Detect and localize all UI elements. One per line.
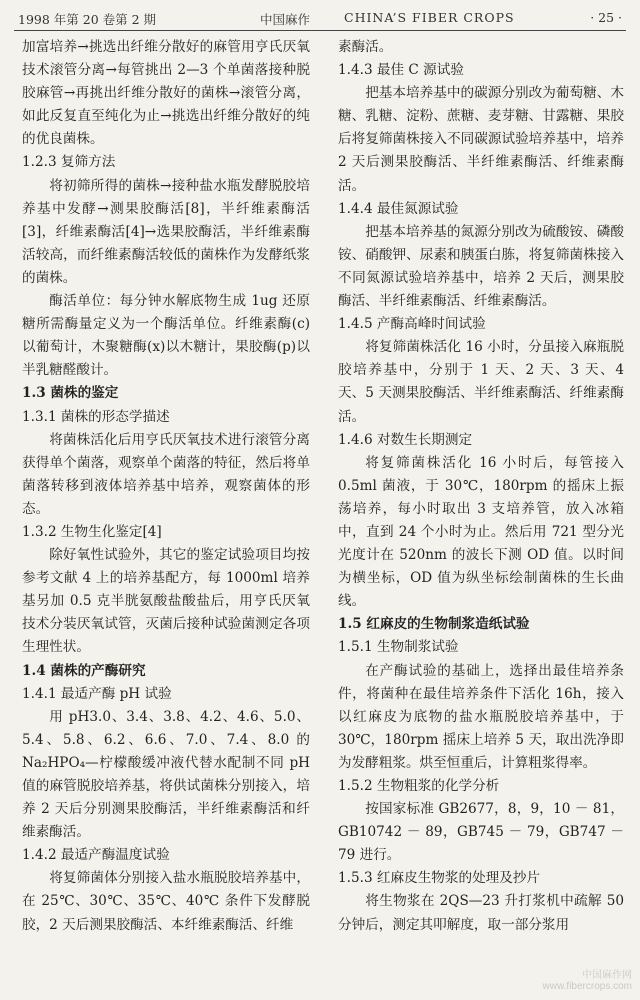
body-paragraph: 在产酶试验的基础上，选择出最佳培养条件，将菌种在最佳培养条件下活化 16h，接入以红麻皮为底物的盐水瓶脱胶培养基中，于 30℃，180rpm 摇床上培养 5 天，取出洗净即为发酵粗浆。烘至恒重后，计算粗浆得率。 xyxy=(338,662,624,771)
section-heading: 1.5.3 红麻皮生物浆的处理及抄片 xyxy=(338,870,541,887)
page-number: · 25 · xyxy=(590,10,622,25)
section-heading: 1.2.3 复筛方法 xyxy=(22,154,116,171)
watermark-line: www.fibercrops.com xyxy=(542,981,632,992)
body-paragraph: 加富培养→挑选出纤维分散好的麻管用亨氏厌氧技术滚管分离→每管挑出 2—3 个单菌落接种脱胶麻管→再挑出纤维分散好的菌株→滚管分离，如此反复直至纯化为止→挑选出纤维分散好的纯的优良菌株。 xyxy=(22,39,310,148)
section-heading: 1.3 菌株的鉴定 xyxy=(22,385,119,402)
section-heading: 1.4.6 对数生长期测定 xyxy=(338,431,473,448)
body-paragraph: 将初筛所得的菌株→接种盐水瓶发酵脱胶培养基中发酵→测果胶酶活[8]，半纤维素酶活[3]，纤维素酶活[4]→选果胶酶活，半纤维素酶活较高，而纤维素酶活较低的菌株作为发酵纸浆的菌株。 xyxy=(22,177,310,286)
section-heading: 1.4.3 最佳 C 源试验 xyxy=(338,62,464,79)
body-paragraph: 将复筛菌体分别接入盐水瓶脱胶培养基中，在 25℃、30℃、35℃、40℃ 条件下发酵脱胶，2 天后测果胶酶活、本纤维素酶活、纤维 xyxy=(22,870,310,933)
right-column xyxy=(338,36,624,994)
body-paragraph: 素酶活。 xyxy=(338,39,393,55)
section-heading: 1.3.2 生物生化鉴定[4] xyxy=(22,523,162,540)
body-paragraph: 将复筛菌株活化 16 小时后，每管接入 0.5ml 菌液，于 30℃，180rpm 的摇床上振荡培养，每小时取出 3 支培养管，放入冰箱中，直到 24 个小时为止。然后用 721 型分光光度计在 520nm 的波长下测 OD 值。以时间为横坐标，OD 值为纵坐标绘制菌株的生长曲线。 xyxy=(338,454,624,610)
body-paragraph: 按国家标准 GB2677，8，9，10 － 81，GB10742 － 89，GB745 － 79，GB747 － 79 进行。 xyxy=(338,801,624,864)
body-paragraph: 将生物浆在 2QS—23 升打浆机中疏解 50 分钟后，测定其叩解度，取一部分浆用 xyxy=(338,893,624,933)
page-header xyxy=(14,6,626,30)
issue-info: 1998 年第 20 卷第 2 期 xyxy=(18,12,157,27)
journal-title-en: CHINA’S FIBER CROPS xyxy=(344,10,515,25)
body-paragraph: 将菌株活化后用亨氏厌氧技术进行滚管分离获得单个菌落，观察单个菌落的特征，然后将单菌落转移到液体培养基中培养，观察菌体的形态。 xyxy=(22,431,310,517)
section-heading: 1.5 红麻皮的生物制浆造纸试验 xyxy=(338,616,530,633)
body-paragraph: 酶活单位：每分钟水解底物生成 1ug 还原糖所需酶量定义为一个酶活单位。纤维素酶(c)以葡萄计，木聚糖酶(x)以木糖计，果胶酶(p)以半乳糖醛酸计。 xyxy=(22,293,310,379)
section-heading: 1.5.1 生物制浆试验 xyxy=(338,639,459,656)
body-paragraph: 把基本培养基的氮源分别改为硫酸铵、磷酸铵、硝酸钾、尿素和胰蛋白胨，将复筛菌株接入不同氮源试验培养基中，培养 2 天后，测果胶酶活、半纤维素酶活、纤维素酶活。 xyxy=(338,223,624,310)
site-watermark xyxy=(500,970,632,994)
body-paragraph: 用 pH3.0、3.4、3.8、4.2、4.6、5.0、5.4、5.8、6.2、6.6、7.0、7.4、8.0 的 Na₂HPO₄—柠檬酸缓冲液代替水配制不同 pH 值的麻管脱胶培养基，将供试菌株分别接入，培养 2 天后分别测果胶酶活，半纤维素酶活和纤维素酶活。 xyxy=(22,708,310,841)
watermark-line: 中国麻作网 xyxy=(582,970,632,981)
journal-title-cn: 中国麻作 xyxy=(260,12,311,27)
header-rule xyxy=(14,30,626,31)
section-heading: 1.4.5 产酶高峰时间试验 xyxy=(338,316,486,333)
section-heading: 1.4.2 最适产酶温度试验 xyxy=(22,847,170,864)
left-column xyxy=(22,36,310,994)
section-heading: 1.4.1 最适产酶 pH 试验 xyxy=(22,685,172,702)
section-heading: 1.5.2 生物粗浆的化学分析 xyxy=(338,778,500,794)
section-heading: 1.3.1 菌株的形态学描述 xyxy=(22,408,170,425)
body-paragraph: 将复筛菌株活化 16 小时，分虽接入麻瓶脱胶培养基中，分别于 1 天、2 天、3 天、4 天、5 天测果胶酶活、半纤维素酶活、纤维素酶活。 xyxy=(338,339,624,425)
section-heading: 1.4.4 最佳氮源试验 xyxy=(338,200,459,217)
body-paragraph: 除好氧性试验外，其它的鉴定试验项目均按参考文献 4 上的培养基配方，每 1000ml 培养基另加 0.5 克半胱氨酸盐酸盐后，用亨氏厌氧技术分装厌氧试管，灭菌后接种试验菌测定各项生理性状。 xyxy=(22,547,310,656)
section-heading: 1.4 菌株的产酶研究 xyxy=(22,662,146,679)
body-paragraph: 把基本培养基中的碳源分别改为葡萄糖、木糖、乳糖、淀粉、蔗糖、麦芽糖、甘露糖、果胶后将复筛菌株接入不同碳源试验培养基中，培养 2 天后测果胶酶活、半纤维素酶活、纤维素酶活。 xyxy=(338,85,624,194)
